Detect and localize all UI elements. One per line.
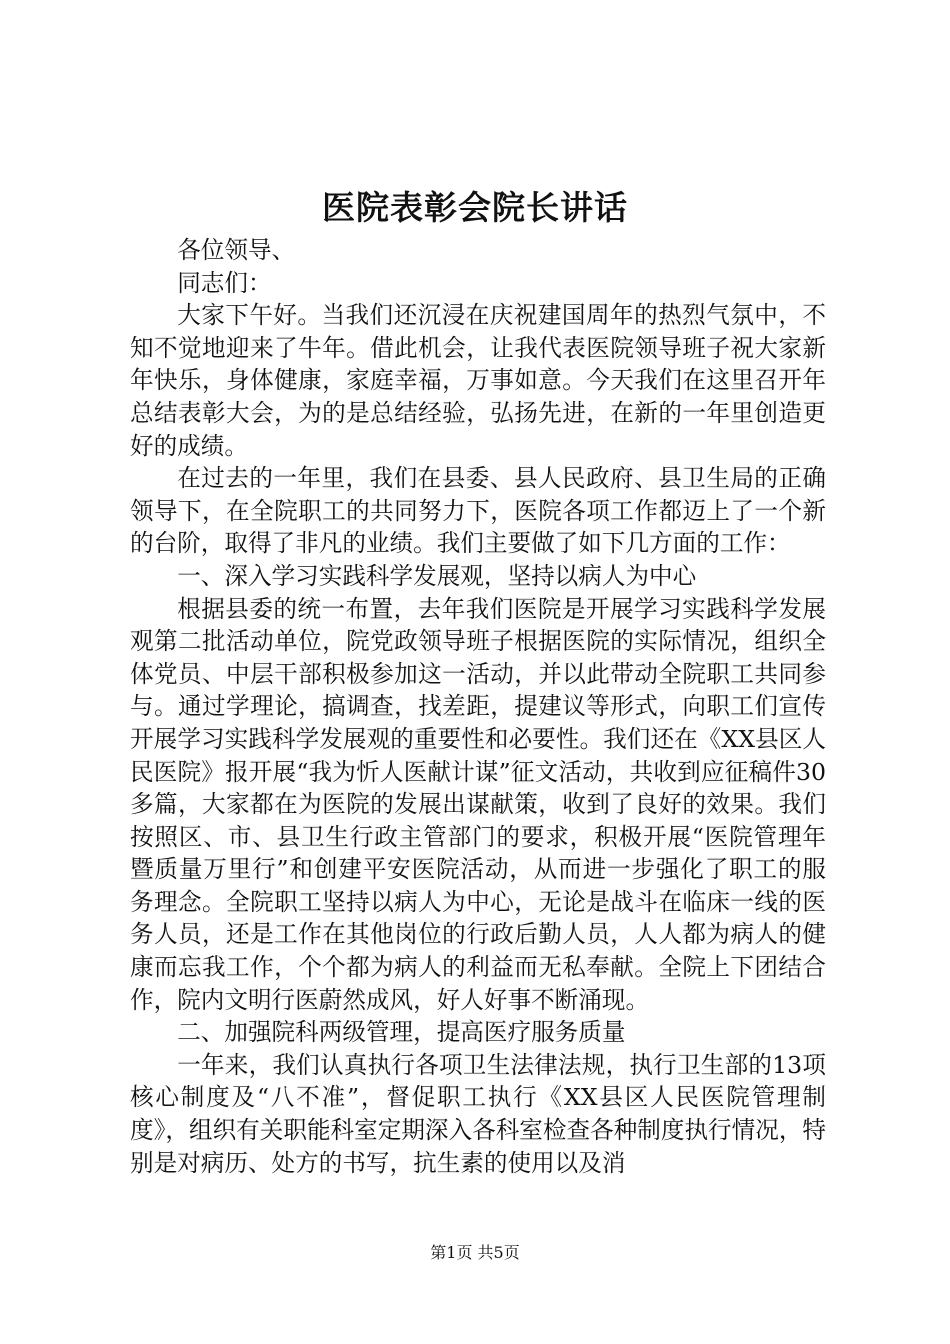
- salutation-comrades: 同志们：: [177, 268, 272, 297]
- section-heading-1: 一、深入学习实践科学发展观，坚持以病人为中心: [177, 561, 697, 590]
- paragraph-section-1: 根据县委的统一布置，去年我们医院是开展学习实践科学发展观第二批活动单位，院党政领导班子根据医院的实际情况，组织全体党员、中层干部积极参加这一活动，并以此带动全院职工共同参与。通过学理论，搞调查，找差距，提建议等形式，向职工们宣传开展学习实践科学发展观的重要性和必要性。我们还在《XX县区人民医院》报开展“我为忻人医献计谋”征文活动，共收到应征稿件30多篇，大家都在为医院的发展出谋献策，收到了良好的效果。我们按照区、市、县卫生行政主管部门的要求，积极开展“医院管理年暨质量万里行”和创建平安医院活动，从而进一步强化了职工的服务理念。全院职工坚持以病人为中心，无论是战斗在临床一线的医务人员，还是工作在其他岗位的行政后勤人员，人人都为病人的健康而忘我工作，个个都为病人的利益而无私奉献。全院上下团结合作，院内文明行医蔚然成风，好人好事不断涌现。: [130, 594, 826, 1014]
- document-title: 医院表彰会院长讲话: [322, 188, 628, 227]
- document-body: [130, 234, 826, 1179]
- paragraph-review: 在过去的一年里，我们在县委、县人民政府、县卫生局的正确领导下，在全院职工的共同努力下，医院各项工作都迈上了一个新的台阶，取得了非凡的业绩。我们主要做了如下几方面的工作：: [130, 464, 826, 558]
- paragraph-section-2: 一年来，我们认真执行各项卫生法律法规，执行卫生部的13项核心制度及“八不准”，督促职工执行《XX县区人民医院管理制度》，组织有关职能科室定期深入各科室检查各种制度执行情况，特别是对病历、处方的书写，抗生素的使用以及消: [130, 1050, 827, 1177]
- page-footer: 第1页 共5页: [430, 1243, 520, 1262]
- salutation-leaders: 各位领导、: [177, 236, 296, 264]
- paragraph-greeting: 大家下午好。当我们还沉浸在庆祝建国周年的热烈气氛中，不知不觉地迎来了牛年。借此机会，让我代表医院领导班子祝大家新年快乐，身体健康，家庭幸福，万事如意。今天我们在这里召开年总结表彰大会，为的是总结经验，弘扬先进，在新的一年里创造更好的成绩。: [130, 301, 826, 460]
- section-heading-2: 二、加强院科两级管理，提高医疗服务质量: [177, 1018, 626, 1047]
